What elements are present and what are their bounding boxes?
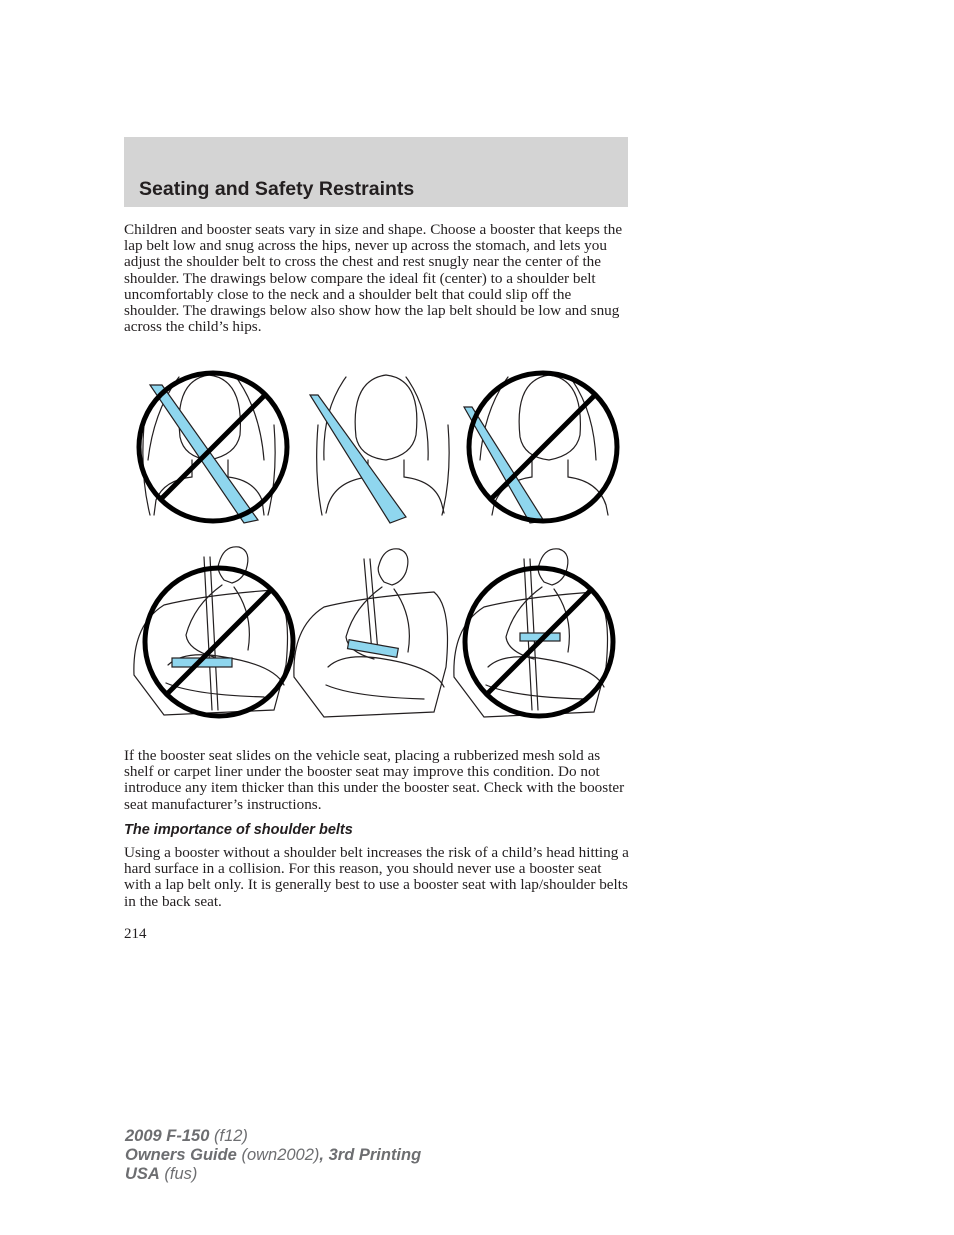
prohibition-icon-bottom-right [465,568,613,716]
shoulder-belts-paragraph: Using a booster without a shoulder belt increases the risk of a child’s head hitting a hard surface in a collision. For this reason, you should never use a booster seat with a lap belt only. It is generally best to use a booster seat with lap/shoulder belts in the back seat. [124,844,629,910]
footer-guide: Owners Guide [125,1146,237,1164]
footer-market-code: (fus) [159,1165,198,1183]
footer-model-code: (f12) [209,1127,248,1145]
seat-belt-fit-illustration [124,365,630,727]
shoulder-belts-subheading: The importance of shoulder belts [124,822,353,838]
section-header-band [124,137,628,207]
side-view-lap-belt-stomach [454,549,608,717]
footer-printing: , 3rd Printing [319,1146,422,1164]
footer-line-guide [125,1146,421,1165]
footer-model: 2009 F-150 [125,1127,210,1145]
front-view-correct-fit [310,375,449,523]
section-title: Seating and Safety Restraints [139,178,415,200]
side-view-correct-fit [294,549,448,717]
footer-guide-code: (own2002) [236,1146,320,1164]
side-view-lap-belt-high [134,547,288,715]
booster-slide-paragraph: If the booster seat slides on the vehicle seat, placing a rubberized mesh sold as shelf or carpet liner under the booster seat may improve this condition. Do not introduce any item thicker than this under the booster seat. Check with the booster seat manufacturer’s instructions. [124,747,625,813]
intro-paragraph: Children and booster seats vary in size and shape. Choose a booster that keeps the lap belt low and snug across the hips, never up across the stomach, and lets you adjust the shoulder belt to cross the chest and rest snugly near the center of the shoulder. The drawings below compare the ideal fit (center) to a shoulder belt uncomfortably close to the neck and a shoulder belt that could slip off the shoulder. The drawings below also show how the lap belt should be low and snug across the child’s hips. [124,221,623,336]
footer-line-model [125,1127,421,1146]
document-footer [125,1127,421,1184]
prohibition-icon-top-left [139,373,287,521]
page-number: 214 [124,926,147,942]
footer-market: USA [125,1165,160,1183]
footer-line-market [125,1165,421,1184]
